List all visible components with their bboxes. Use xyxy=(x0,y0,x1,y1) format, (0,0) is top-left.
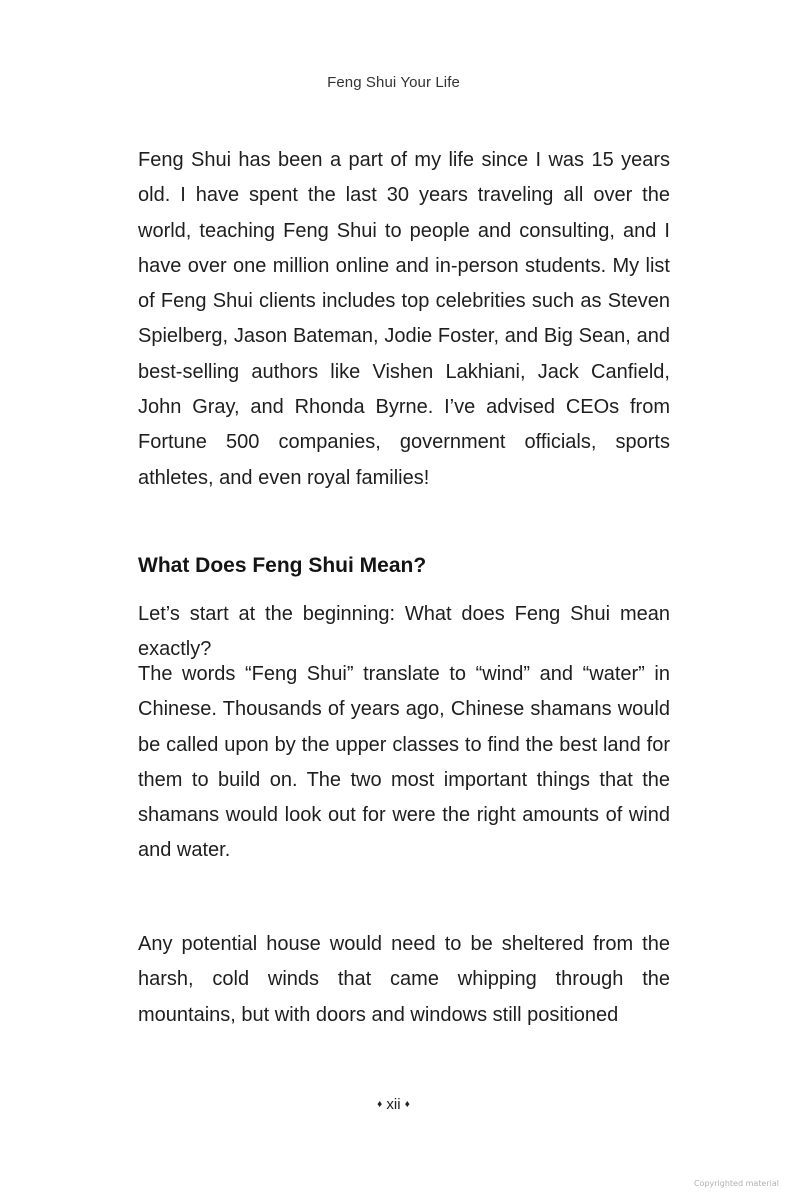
paragraph-house: Any potential house would need to be sheltered from the harsh, cold winds that came whipping through the mountains, but with doors and windows still positioned xyxy=(138,933,670,1026)
copyright-notice: Copyrighted material xyxy=(693,1179,779,1188)
running-head: Feng Shui Your Life xyxy=(327,74,460,91)
diamond-left-icon: ♦ xyxy=(377,1099,383,1110)
paragraph-intro: Feng Shui has been a part of my life since I was 15 years old. I have spent the last 30 years traveling all over the world, teaching Feng Shui to people and consulting, and I have over one million online and in-person students. My list of Feng Shui clients includes top celebrities such as Steven Spielberg, Jason Bateman, Jodie Foster, and Big Sean, and best-selling authors like Vishen Lakhiani, Jack Canfield, John Gray, and Rhonda Byrne. I’ve advised CEOs from Fortune 500 companies, government officials, sports athletes, and even royal families! xyxy=(138,149,670,489)
diamond-right-icon: ♦ xyxy=(404,1099,410,1110)
paragraph-start: Let’s start at the beginning: What does Feng Shui mean exactly? xyxy=(138,603,670,661)
section-heading: What Does Feng Shui Mean? xyxy=(138,554,427,577)
page-folio xyxy=(0,1096,787,1113)
page-number: xii xyxy=(386,1096,401,1113)
paragraph-translation: The words “Feng Shui” translate to “wind” and “water” in Chinese. Thousands of years ago, Chinese shamans would be called upon by the upper classes to find the best land for them to build on. The two most important things that the shamans would look out for were the right amounts of wind and water. xyxy=(138,663,670,862)
